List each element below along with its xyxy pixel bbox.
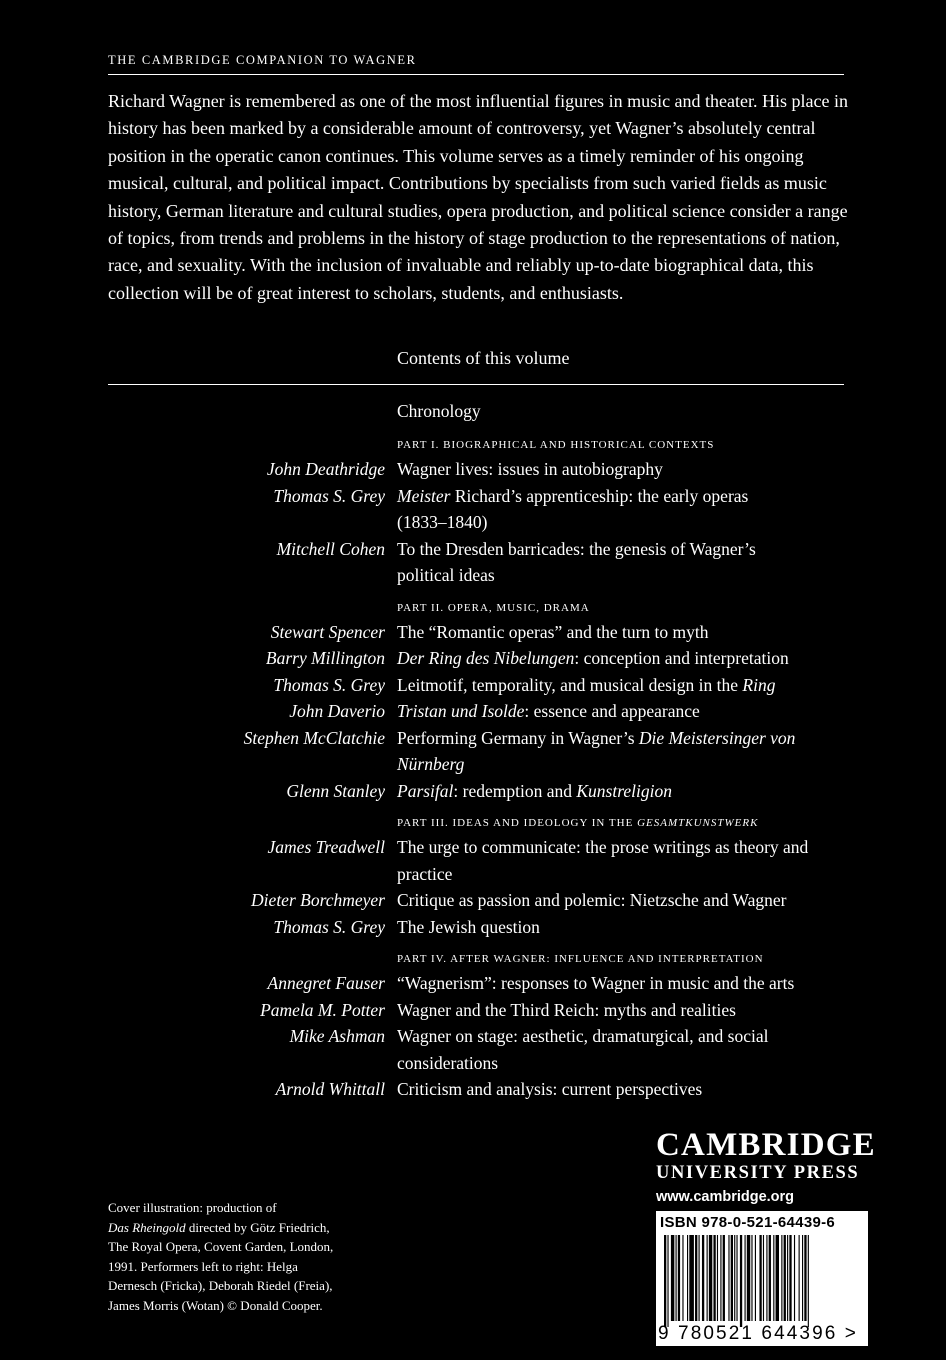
blurb: Richard Wagner is remembered as one of the most influential figures in music and theater. His place in history has been marked by a considerable amount of controversy, yet Wagner’s absolutely central position in the operatic canon continues. This volume serves as a timely reminder of his ongoing musical, cultural, and political impact. Contributions by specialists from such varied fields as music history, German literature and cultural studies, opera production, and political science consider a range of topics, from trends and problems in the history of stage production to the representations of nation, race, and sexuality. With the inclusion of invaluable and reliably up-to-date biographical data, this collection will be of great interest to scholars, students, and enthusiasts. bbox=[108, 91, 848, 303]
barcode-bar bbox=[787, 1235, 788, 1321]
isbn-label: ISBN 978-0-521-64439-6 bbox=[660, 1214, 836, 1231]
toc-author: Arnold Whittall bbox=[275, 1079, 385, 1099]
barcode-bar bbox=[717, 1235, 718, 1321]
toc-title: To the Dresden barricades: the genesis of Wagner’s bbox=[397, 538, 756, 559]
barcode-bar bbox=[745, 1235, 746, 1321]
toc-row bbox=[0, 834, 946, 861]
toc-author: Mitchell Cohen bbox=[276, 538, 385, 559]
barcode-bar bbox=[766, 1235, 767, 1321]
toc-title: Leitmotif, temporality, and musical design in the Ring bbox=[397, 674, 776, 695]
toc-row bbox=[0, 483, 946, 510]
toc-author: Thomas S. Grey bbox=[273, 916, 385, 937]
table-of-contents bbox=[0, 398, 946, 1103]
toc-part-heading bbox=[0, 804, 946, 834]
publisher-logo bbox=[656, 1128, 876, 1208]
barcode-bar bbox=[702, 1235, 704, 1321]
toc-author: Thomas S. Grey bbox=[273, 485, 385, 506]
barcode-bar bbox=[667, 1235, 668, 1327]
toc-title: Nürnberg bbox=[397, 754, 465, 774]
toc-title: The “Romantic operas” and the turn to myth bbox=[397, 621, 709, 642]
toc-author: Stewart Spencer bbox=[270, 621, 385, 642]
barcode-bar bbox=[802, 1235, 803, 1321]
barcode-bar bbox=[776, 1235, 779, 1321]
barcode-bar bbox=[720, 1235, 721, 1321]
toc-row bbox=[0, 619, 946, 646]
toc-row bbox=[0, 751, 946, 778]
toc-part-title: PART II. OPERA, MUSIC, DRAMA bbox=[397, 601, 590, 614]
toc-title: Meister Richard’s apprenticeship: the early operas bbox=[397, 485, 749, 506]
toc-row bbox=[0, 398, 946, 426]
toc-part-heading bbox=[0, 426, 946, 456]
toc-author: Dieter Borchmeyer bbox=[251, 890, 385, 910]
toc-title: (1833–1840) bbox=[397, 512, 488, 532]
toc-row bbox=[0, 970, 946, 997]
publisher-press: UNIVERSITY PRESS bbox=[656, 1163, 860, 1183]
toc-title: Wagner on stage: aesthetic, dramaturgical, and social bbox=[397, 1026, 769, 1046]
toc-title: considerations bbox=[397, 1052, 499, 1073]
toc-row bbox=[0, 861, 946, 888]
barcode-bar bbox=[789, 1235, 791, 1321]
toc-title: Chronology bbox=[397, 401, 481, 421]
top-rule bbox=[108, 74, 844, 75]
barcode-bar bbox=[804, 1235, 806, 1321]
barcode-bar bbox=[781, 1235, 782, 1321]
barcode-bar bbox=[713, 1235, 715, 1321]
toc-title: The Jewish question bbox=[397, 916, 540, 937]
toc-author: Glenn Stanley bbox=[286, 780, 385, 801]
toc-part-title: PART III. IDEAS AND IDEOLOGY IN THE GESAMTKUNSTWERK bbox=[397, 817, 759, 829]
toc-title: Der Ring des Nibelungen: conception and interpretation bbox=[397, 648, 789, 668]
toc-author: James Treadwell bbox=[267, 837, 385, 857]
toc-row bbox=[0, 536, 946, 563]
toc-part-heading bbox=[0, 940, 946, 970]
toc-author: John Daverio bbox=[289, 701, 385, 721]
toc-row bbox=[0, 887, 946, 914]
barcode-bar bbox=[794, 1235, 795, 1321]
toc-author: Annegret Fauser bbox=[267, 973, 385, 993]
toc-row bbox=[0, 562, 946, 589]
contents-rule bbox=[108, 384, 844, 385]
barcode-panel bbox=[656, 1211, 868, 1346]
barcode-bar bbox=[731, 1235, 733, 1321]
toc-title: political ideas bbox=[397, 565, 495, 585]
toc-author: Barry Millington bbox=[265, 648, 385, 668]
barcode-bar bbox=[784, 1235, 786, 1321]
toc-title: The urge to communicate: the prose writings as theory and bbox=[397, 837, 809, 857]
toc-title: Criticism and analysis: current perspectives bbox=[397, 1079, 703, 1099]
barcode-bar bbox=[687, 1235, 688, 1321]
barcode-bar bbox=[740, 1235, 742, 1327]
barcode-bar bbox=[678, 1235, 680, 1321]
toc-author: John Deathridge bbox=[266, 459, 385, 479]
barcode-bar bbox=[682, 1235, 683, 1321]
barcode-digits: 9 780521 644396 > bbox=[658, 1323, 859, 1344]
toc-part-title: PART I. BIOGRAPHICAL AND HISTORICAL CONTEXTS bbox=[397, 439, 715, 451]
toc-title: Wagner lives: issues in autobiography bbox=[397, 459, 663, 479]
toc-row bbox=[0, 997, 946, 1024]
toc-title: Performing Germany in Wagner’s Die Meistersinger von bbox=[397, 727, 796, 748]
barcode-bar bbox=[664, 1235, 666, 1327]
toc-part-heading bbox=[0, 589, 946, 619]
barcode-bar bbox=[769, 1235, 771, 1321]
toc-row bbox=[0, 1023, 946, 1050]
barcode-bar bbox=[699, 1235, 700, 1321]
toc-row bbox=[0, 698, 946, 725]
barcode-bar bbox=[759, 1235, 761, 1321]
barcode-bar bbox=[747, 1235, 750, 1321]
barcode-bar bbox=[723, 1235, 725, 1321]
barcode-bar bbox=[755, 1235, 756, 1321]
barcode-bar bbox=[799, 1235, 800, 1321]
toc-author: Pamela M. Potter bbox=[260, 999, 385, 1020]
toc-row bbox=[0, 1050, 946, 1077]
contents-heading: Contents of this volume bbox=[397, 348, 570, 368]
toc-row bbox=[0, 672, 946, 699]
toc-title: Tristan und Isolde: essence and appearance bbox=[397, 701, 700, 721]
toc-title: Wagner and the Third Reich: myths and realities bbox=[397, 999, 736, 1020]
toc-row bbox=[0, 1076, 946, 1103]
barcode-bar bbox=[728, 1235, 729, 1321]
toc-row bbox=[0, 645, 946, 672]
series-title: THE CAMBRIDGE COMPANION TO WAGNER bbox=[108, 53, 417, 67]
publisher-website: www.cambridge.org bbox=[656, 1189, 795, 1205]
toc-row bbox=[0, 778, 946, 805]
toc-author: Mike Ashman bbox=[289, 1026, 385, 1046]
toc-title: “Wagnerism”: responses to Wagner in music and the arts bbox=[397, 973, 795, 993]
barcode-bar bbox=[709, 1235, 712, 1321]
toc-row bbox=[0, 914, 946, 941]
barcode-bar bbox=[763, 1235, 764, 1321]
barcode-bar bbox=[734, 1235, 735, 1321]
toc-author: Thomas S. Grey bbox=[273, 674, 385, 695]
cover-credit: Cover illustration: production of Das Rheingold directed by Götz Friedrich, The Royal Opera, Covent Garden, London, 1991. Performers left to right: Helga Dernesch (Fricka), Deborah Riedel (Freia), James Morris (Wotan) © Donald Cooper. bbox=[108, 1200, 334, 1313]
toc-title: Parsifal: redemption and Kunstreligion bbox=[397, 780, 672, 801]
barcode-bar bbox=[751, 1235, 752, 1321]
toc-row bbox=[0, 725, 946, 752]
barcode-bar bbox=[695, 1235, 697, 1321]
toc-title: Critique as passion and polemic: Nietzsche and Wagner bbox=[397, 890, 787, 910]
barcode-bar bbox=[707, 1235, 708, 1321]
barcode-bar bbox=[736, 1235, 737, 1321]
barcode-icon bbox=[664, 1235, 860, 1327]
toc-author: Stephen McClatchie bbox=[243, 727, 385, 748]
barcode-bar bbox=[808, 1235, 809, 1327]
toc-part-title: PART IV. AFTER WAGNER: INFLUENCE AND INTERPRETATION bbox=[397, 953, 764, 965]
toc-row bbox=[0, 456, 946, 483]
barcode-bar bbox=[676, 1235, 677, 1321]
toc-title: practice bbox=[397, 863, 453, 884]
publisher-name: CAMBRIDGE bbox=[656, 1127, 876, 1163]
barcode-bar bbox=[773, 1235, 774, 1321]
toc-row bbox=[0, 509, 946, 536]
barcode-bar bbox=[689, 1235, 694, 1321]
barcode-bar bbox=[671, 1235, 674, 1321]
